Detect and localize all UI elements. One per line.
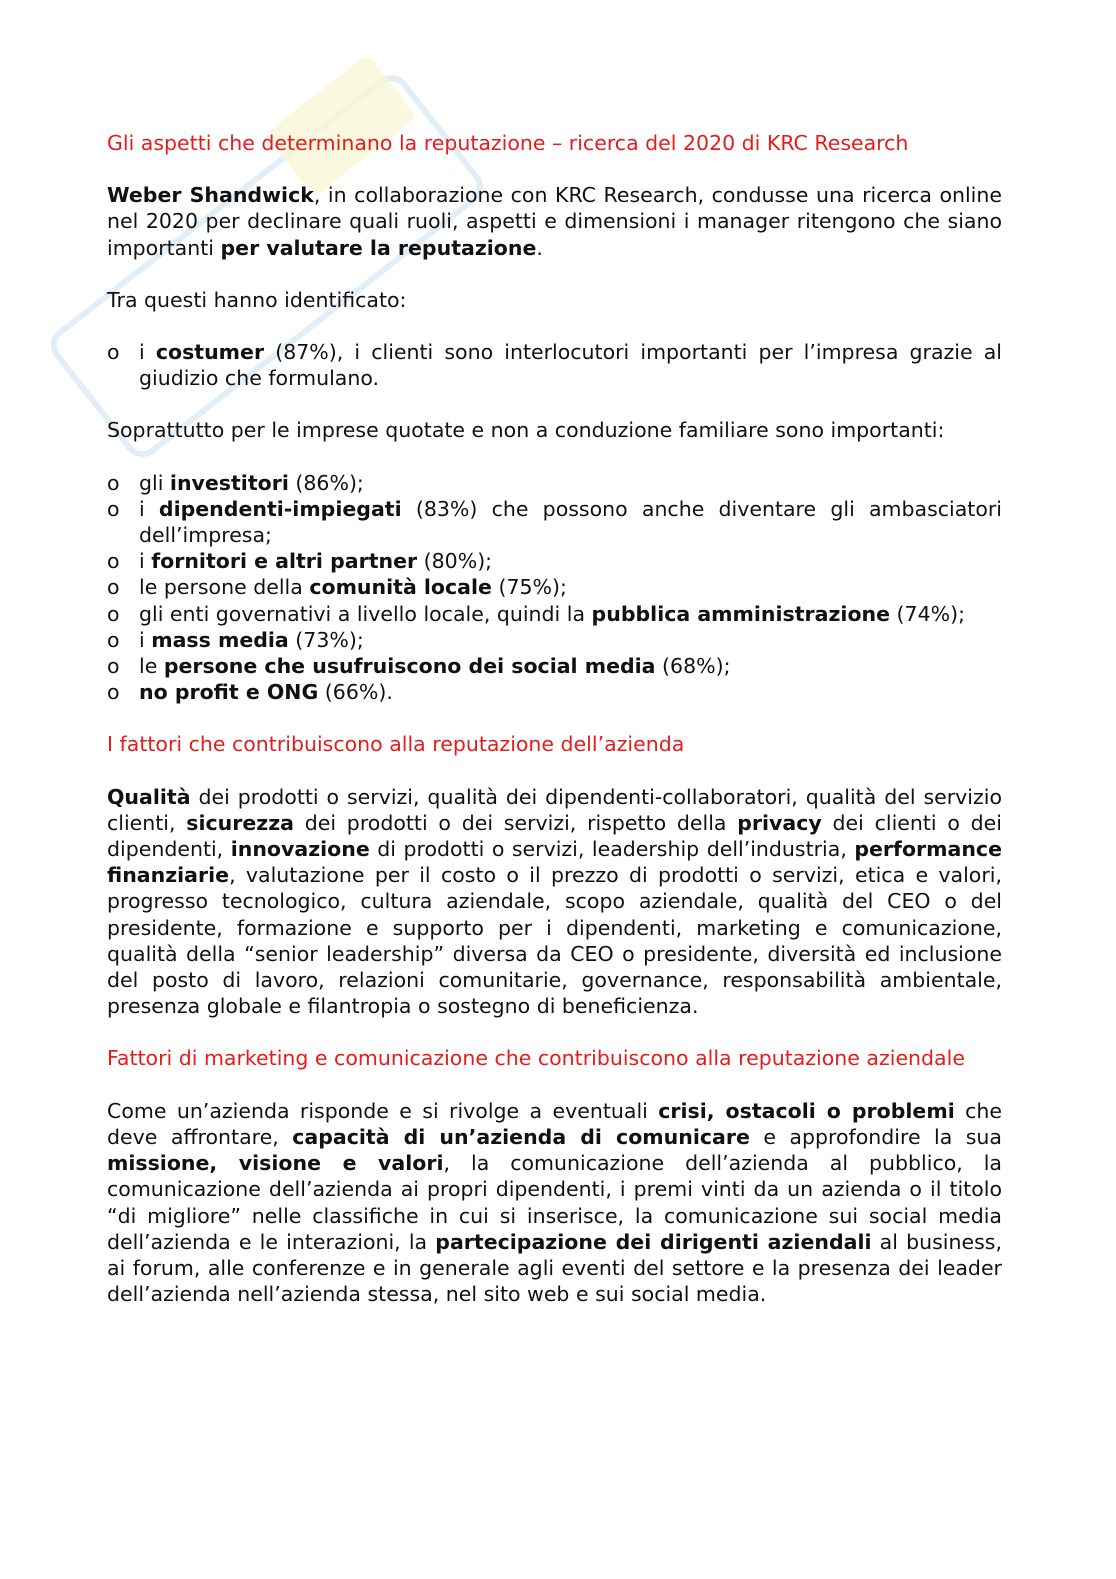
document-page [107,130,1002,1333]
list-item: o le persone della comunità locale (75%); [107,575,567,600]
intro-paragraph: Weber Shandwick, in collaborazione con KRC Research, condusse una ricerca online nel 2020 per declinare quali ruoli, aspetti e dimensioni i manager ritengono che siano importanti per valutare la reputazione. [107,183,1002,260]
list-item: o gli investitori (86%); [107,470,364,495]
bullet-marker: o [107,549,120,574]
bullet-marker: o [107,496,120,521]
bullet-marker: o [107,654,120,679]
identified-paragraph: Tra questi hanno identificato: [107,287,407,312]
customers-list [107,339,1002,391]
bullet-marker: o [107,627,120,652]
factors-paragraph: Qualità dei prodotti o servizi, qualità dei dipendenti-collaboratori, qualità del servizio clienti, sicurezza dei prodotti o dei servizi, rispetto della privacy dei clienti o dei dipendenti, innovazione di prodotti o servizi, leadership dell’industria, performance finanziarie, valutazione per il costo o il prezzo di prodotti o servizi, etica e valori, progresso tecnologico, cultura aziendale, scopo aziendale, qualità del CEO o del presidente, formazione e supporto per i dipendenti, marketing e comunicazione, qualità della “senior leadership” diversa da CEO o presidente, diversità ed inclusione del posto di lavoro, relazioni comunitarie, governance, responsabilità ambientale, presenza globale e filantropia o sostegno di beneficienza. [107,784,1002,1019]
list-item: o i costumer (87%), i clienti sono interlocutori importanti per l’impresa grazie al giudizio che formulano. [107,340,1003,391]
list-item: o gli enti governativi a livello locale, quindi la pubblica amministrazione (74%); [107,601,966,626]
listed-intro-paragraph: Soprattutto per le imprese quotate e non a conduzione familiare sono importanti: [107,418,945,443]
bullet-marker: o [107,575,120,600]
list-item: o i fornitori e altri partner (80%); [107,549,493,574]
section-title-reputation-aspects: Gli aspetti che determinano la reputazione – ricerca del 2020 di KRC Research [107,131,909,155]
bullet-marker: o [107,340,120,365]
bullet-marker: o [107,680,120,705]
bullet-marker: o [107,601,120,626]
list-item: o i mass media (73%); [107,627,364,652]
list-item: o no profit e ONG (66%). [107,680,393,705]
section-title-reputation-factors: I fattori che contribuiscono alla reputazione dell’azienda [107,732,685,757]
marketing-paragraph: Come un’azienda risponde e si rivolge a eventuali crisi, ostacoli o problemi che deve affrontare, capacità di un’azienda di comunicare e approfondire la sua missione, visione e valori, la comunicazione dell’azienda al pubblico, la comunicazione dell’azienda ai propri dipendenti, i premi vinti da un azienda o il titolo “di migliore” nelle classifiche in cui si inserisce, la comunicazione sui social media dell’azienda e le interazioni, la partecipazione dei dirigenti aziendali al business, ai forum, alle conferenze e in generale agli eventi del settore e la presenza dei leader dell’azienda nell’azienda stessa, nel sito web e sui social media. [107,1098,1002,1307]
stakeholder-list [107,470,1002,706]
intro-bold-weber: Weber Shandwick [107,183,314,208]
list-item: o le persone che usufruiscono dei social media (68%); [107,654,731,679]
bullet-marker: o [107,470,120,495]
section-title-marketing-factors: Fattori di marketing e comunicazione che contribuiscono alla reputazione aziendale [107,1046,965,1071]
list-item: o i dipendenti-impiegati (83%) che possono anche diventare gli ambasciatori dell’impresa; [107,496,1002,548]
